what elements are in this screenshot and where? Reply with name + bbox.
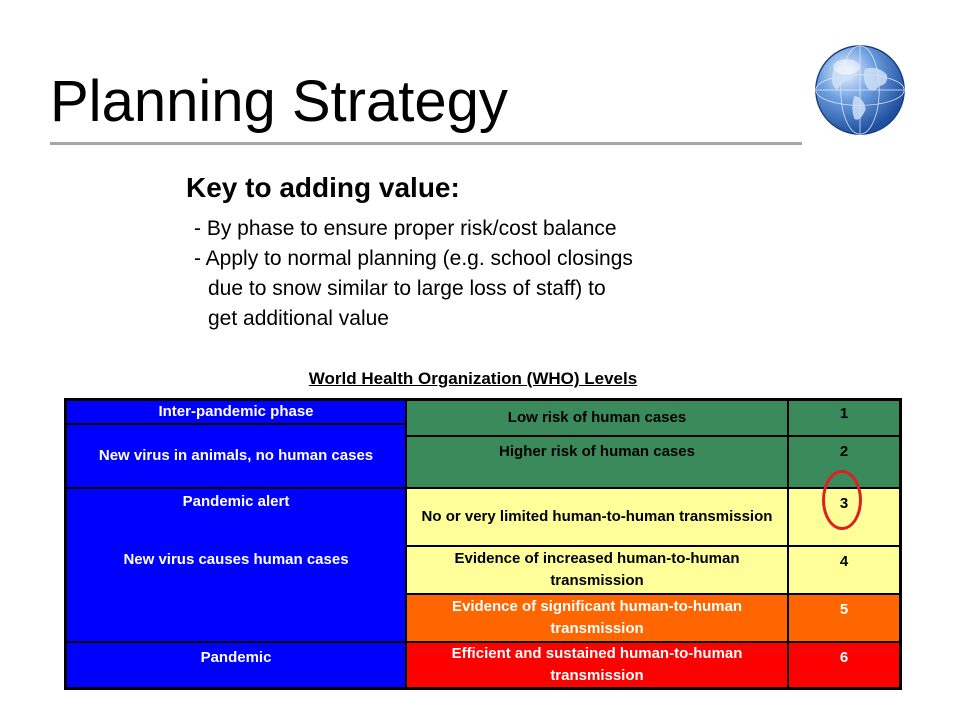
who-levels-table <box>64 398 902 690</box>
description-cell: No or very limited human-to-human transmission <box>406 488 788 546</box>
description-cell: Higher risk of human cases <box>406 436 788 488</box>
bullet-line: due to snow similar to large loss of staff) to <box>208 277 606 300</box>
globe-icon <box>812 42 908 138</box>
level-cell: 2 <box>788 436 900 488</box>
bullet-list <box>194 214 633 334</box>
description-cell: Evidence of significant human-to-human transmission <box>406 594 788 642</box>
highlight-circle <box>822 470 862 530</box>
level-cell: 5 <box>788 594 900 642</box>
description-cell: Low risk of human cases <box>406 400 788 436</box>
level-cell: 3 <box>788 488 900 546</box>
key-heading: Key to adding value: <box>186 172 460 203</box>
phase-cell: New virus in animals, no human cases <box>66 424 406 488</box>
phase-cell: Pandemic <box>66 642 406 688</box>
level-cell: 6 <box>788 642 900 688</box>
description-cell: Evidence of increased human-to-human transmission <box>406 546 788 594</box>
level-cell: 4 <box>788 546 900 594</box>
who-table-title: World Health Organization (WHO) Levels <box>308 369 638 388</box>
bullet-line: - By phase to ensure proper risk/cost balance <box>194 217 617 240</box>
bullet-line: get additional value <box>208 307 389 330</box>
title-divider <box>50 142 802 145</box>
slide-title: Planning Strategy <box>50 69 508 134</box>
phase-label: New virus causes human cases <box>123 551 349 568</box>
phase-cell: Inter-pandemic phase <box>66 400 406 424</box>
description-cell: Efficient and sustained human-to-human transmission <box>406 642 788 688</box>
phase-label: Pandemic alert <box>182 493 290 510</box>
bullet-line: - Apply to normal planning (e.g. school closings <box>194 247 633 270</box>
phase-cell-group <box>66 488 406 642</box>
level-cell: 1 <box>788 400 900 436</box>
